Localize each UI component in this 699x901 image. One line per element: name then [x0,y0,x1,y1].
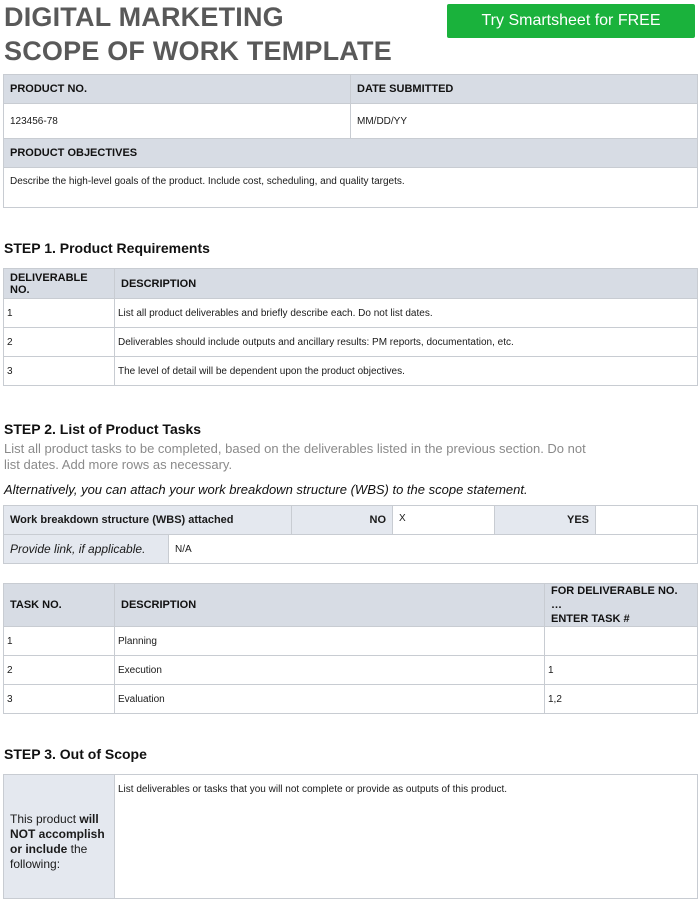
wbs-link-label: Provide link, if applicable. [4,535,169,564]
out-of-scope-value[interactable]: List deliverables or tasks that you will not complete or provide as outputs of this product. [115,775,698,899]
task-no-header: TASK NO. [4,584,115,627]
table-row [4,627,698,656]
task-description-header: DESCRIPTION [115,584,545,627]
out-of-scope-table [3,774,698,899]
deliverable-no[interactable]: 1 [4,299,115,328]
for-deliverable-header [545,584,698,627]
deliverable-desc[interactable]: List all product deliverables and briefly describe each. Do not list dates. [115,299,698,328]
step2-heading: STEP 2. List of Product Tasks [4,421,202,437]
date-submitted-value[interactable]: MM/DD/YY [351,104,698,139]
page-title [4,0,392,68]
task-for-deliverable[interactable]: 1 [545,656,698,685]
step1-heading: STEP 1. Product Requirements [4,240,210,256]
deliverable-no-header: DELIVERABLE NO. [4,269,115,299]
deliverable-desc[interactable]: Deliverables should include outputs and ancillary results: PM reports, documentation, etc. [115,328,698,357]
out-of-scope-label-bold: will NOT accomplish or include [10,811,105,856]
task-for-deliverable[interactable]: 1,2 [545,685,698,714]
wbs-table [3,505,698,564]
step2-instruction-line-1: List all product tasks to be completed, based on the deliverables listed in the previous section. Do not [4,441,586,456]
step2-instructions [4,441,664,473]
deliverable-desc[interactable]: The level of detail will be dependent upon the product objectives. [115,357,698,386]
step2-instruction-line-2: list dates. Add more rows as necessary. [4,457,233,472]
task-no[interactable]: 1 [4,627,115,656]
product-objectives-value[interactable]: Describe the high-level goals of the product. Include cost, scheduling, and quality targets. [4,168,698,208]
task-no[interactable]: 3 [4,685,115,714]
wbs-no-label: NO [292,506,393,535]
tasks-table [3,583,698,714]
product-objectives-header: PRODUCT OBJECTIVES [4,139,698,168]
product-no-header: PRODUCT NO. [4,75,351,104]
for-deliverable-header-line-1: FOR DELIVERABLE NO. … [551,585,678,611]
table-row [4,685,698,714]
wbs-alternative-note: Alternatively, you can attach your work breakdown structure (WBS) to the scope statement. [4,482,528,497]
task-desc[interactable]: Planning [115,627,545,656]
wbs-link-value[interactable]: N/A [169,535,698,564]
product-no-value[interactable]: 123456-78 [4,104,351,139]
out-of-scope-label-text-2: the following: [10,841,88,871]
table-row [4,357,698,386]
step3-heading: STEP 3. Out of Scope [4,746,147,762]
wbs-no-value[interactable]: X [393,506,495,535]
title-line-1: DIGITAL MARKETING [4,2,284,32]
task-desc[interactable]: Evaluation [115,685,545,714]
task-no[interactable]: 2 [4,656,115,685]
task-desc[interactable]: Execution [115,656,545,685]
date-submitted-header: DATE SUBMITTED [351,75,698,104]
task-for-deliverable[interactable] [545,627,698,656]
for-deliverable-header-line-2: ENTER TASK # [551,613,630,625]
table-row [4,299,698,328]
wbs-attached-label: Work breakdown structure (WBS) attached [4,506,292,535]
description-header: DESCRIPTION [115,269,698,299]
try-smartsheet-button[interactable]: Try Smartsheet for FREE [447,4,695,38]
table-row [4,328,698,357]
wbs-yes-value[interactable] [596,506,698,535]
title-line-2: SCOPE OF WORK TEMPLATE [4,36,392,66]
out-of-scope-label-text-1: This product [10,811,80,826]
product-info-table [3,74,698,208]
deliverable-no[interactable]: 3 [4,357,115,386]
requirements-table [3,268,698,386]
deliverable-no[interactable]: 2 [4,328,115,357]
wbs-yes-label: YES [495,506,596,535]
table-row [4,656,698,685]
out-of-scope-label [4,775,115,899]
